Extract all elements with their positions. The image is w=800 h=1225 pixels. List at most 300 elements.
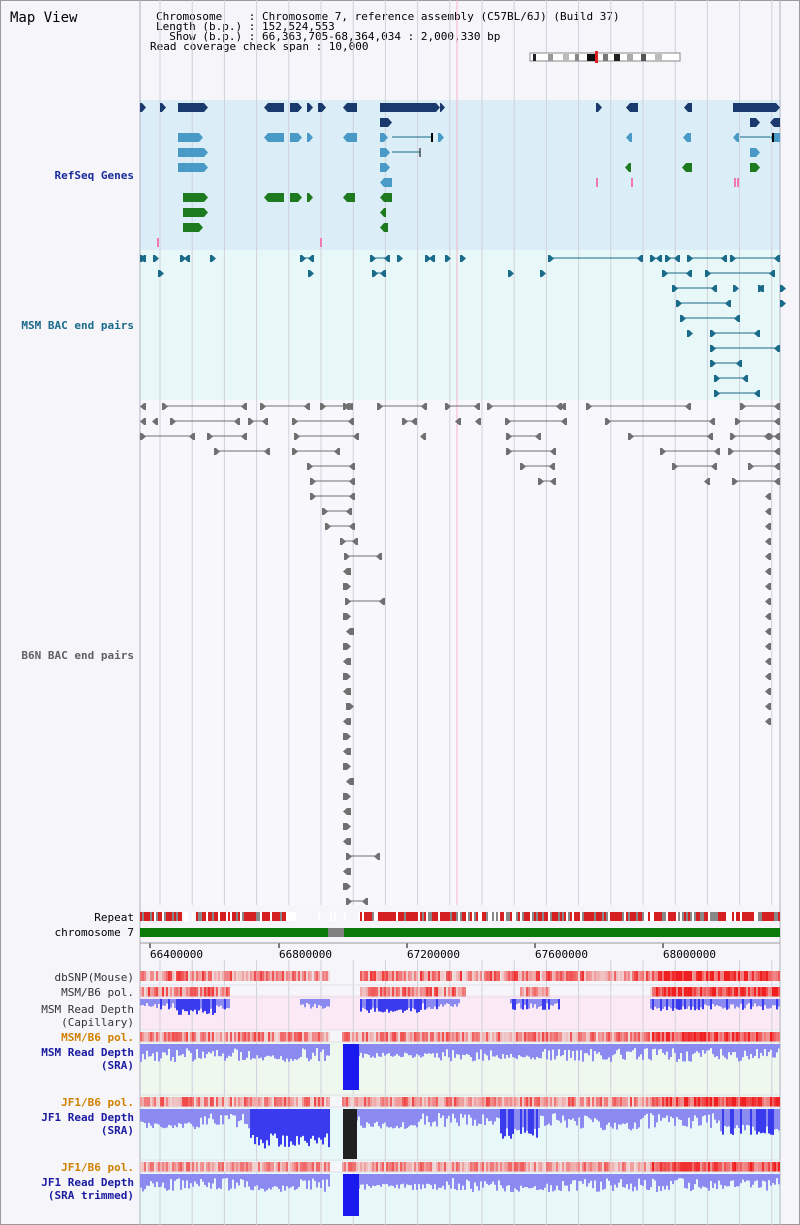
msm-sra-depth-bar (528, 1044, 530, 1057)
jf1-b6-pol-heat (642, 1097, 644, 1107)
jf1-b6-pol-heat (490, 1162, 492, 1172)
repeat-mark (396, 912, 398, 921)
dbsnp-heat (612, 971, 614, 981)
jf1-trimmed-depth-bar (290, 1174, 292, 1187)
jf1-sra-depth-bar (150, 1109, 152, 1126)
jf1-sra-depth-bar (612, 1109, 614, 1129)
dbsnp-heat (434, 971, 436, 981)
jf1-b6-pol-heat (394, 1162, 396, 1172)
jf1-trimmed-depth-bar (452, 1174, 454, 1178)
jf1-trimmed-depth-bar (140, 1174, 142, 1188)
msm-sra-depth-bar (296, 1044, 298, 1060)
jf1-b6-pol-heat (268, 1097, 270, 1107)
jf1-b6-pol-heat (164, 1162, 166, 1172)
jf1-trimmed-depth-bar (526, 1174, 528, 1187)
jf1-b6-pol-heat (740, 1162, 742, 1172)
track-label-refseq[interactable]: RefSeq Genes (54, 169, 134, 182)
jf1-trimmed-depth-bar (368, 1174, 370, 1186)
msm-b6-pol-heat (324, 1032, 326, 1042)
jf1-b6-pol-heat (264, 1097, 266, 1107)
jf1-b6-pol-heat (716, 1097, 718, 1107)
jf1-b6-pol-heat (484, 1162, 486, 1172)
jf1-trimmed-depth-bar (220, 1174, 222, 1189)
dbsnp-heat (370, 971, 372, 981)
jf1-sra-depth-bar (256, 1109, 258, 1137)
repeat-mark (522, 912, 524, 921)
dbsnp-heat (428, 971, 430, 981)
dbsnp-heat (372, 971, 374, 981)
dbsnp-heat (578, 971, 580, 981)
dbsnp-heat (572, 971, 574, 981)
jf1-b6-pol-heat (206, 1097, 208, 1107)
dbsnp-heat (362, 971, 364, 981)
msm-b6-pol-heat (658, 1032, 660, 1042)
msm-b6-pol-heat (480, 1032, 482, 1042)
jf1-b6-pol-heat (460, 1162, 462, 1172)
jf1-sra-depth-bar (484, 1109, 486, 1125)
msm-capillary-depth-bar (152, 999, 154, 1006)
jf1-b6-pol-heat (544, 1097, 546, 1107)
jf1-b6-pol-heat (724, 1162, 726, 1172)
jf1-sra-depth-bar (146, 1109, 148, 1128)
msm-b6-pol-heat (430, 987, 432, 997)
msm-capillary-depth-bar (698, 999, 700, 1010)
msm-capillary-depth-bar (376, 999, 378, 1008)
msm-b6-pol-heat (454, 987, 456, 997)
jf1-b6-pol-heat (736, 1162, 738, 1172)
msm-capillary-depth-bar (752, 999, 754, 1006)
dbsnp-heat (560, 971, 562, 981)
jf1-b6-pol-heat (270, 1162, 272, 1172)
msm-b6-pol-heat (408, 1032, 410, 1042)
jf1-trimmed-depth-bar (450, 1174, 452, 1189)
jf1-b6-pol-heat (456, 1162, 458, 1172)
msm-capillary-depth-bar (662, 999, 664, 1009)
msm-b6-pol-heat (736, 1032, 738, 1042)
msm-b6-pol-heat (212, 987, 214, 997)
dbsnp-heat (652, 971, 654, 981)
jf1-sra-depth-bar (324, 1109, 326, 1137)
dbsnp-heat (512, 971, 514, 981)
jf1-trimmed-depth-bar (524, 1174, 526, 1187)
msm-b6-pol-heat (418, 987, 420, 997)
msm-b6-pol-heat (228, 987, 230, 997)
jf1-b6-pol-heat (392, 1162, 394, 1172)
jf1-trimmed-depth-bar (492, 1174, 494, 1182)
dbsnp-heat (182, 971, 184, 981)
msm-b6-pol-heat (256, 1032, 258, 1042)
dbsnp-heat (436, 971, 438, 981)
jf1-b6-pol-heat (614, 1097, 616, 1107)
jf1-b6-pol-heat (612, 1097, 614, 1107)
dbsnp-heat (594, 971, 596, 981)
repeat-mark (496, 912, 498, 921)
msm-sra-depth-bar (632, 1044, 634, 1050)
repeat-mark (702, 912, 704, 921)
repeat-mark (546, 912, 548, 921)
msm-b6-pol-heat (540, 1032, 542, 1042)
msm-b6-pol-heat (698, 987, 700, 997)
msm-sra-depth-bar (734, 1044, 736, 1052)
repeat-mark (172, 912, 174, 921)
jf1-b6-pol-heat (602, 1097, 604, 1107)
jf1-trimmed-depth-bar (724, 1174, 726, 1186)
jf1-trimmed-depth-bar (418, 1174, 420, 1184)
msm-capillary-depth-bar (190, 999, 192, 1010)
dbsnp-heat (540, 971, 542, 981)
jf1-trimmed-depth-bar (306, 1174, 308, 1189)
jf1-b6-pol-heat (666, 1097, 668, 1107)
repeat-mark (196, 912, 198, 921)
repeat-mark (474, 912, 476, 921)
jf1-sra-depth-bar (588, 1109, 590, 1118)
msm-sra-depth-bar (546, 1044, 548, 1059)
msm-b6-pol-heat (142, 1032, 144, 1042)
msm-sra-depth-bar (606, 1044, 608, 1059)
msm-b6-pol-heat (464, 1032, 466, 1042)
jf1-b6-pol-heat (404, 1162, 406, 1172)
msm-b6-pol-heat (216, 987, 218, 997)
repeat-mark (436, 912, 438, 921)
dbsnp-heat (410, 971, 412, 981)
repeat-mark (230, 912, 232, 921)
msm-sra-depth-bar (578, 1044, 580, 1060)
track-label-msm-bac[interactable]: MSM BAC end pairs (21, 319, 134, 332)
jf1-trimmed-depth-bar (482, 1174, 484, 1188)
jf1-b6-pol-heat (192, 1097, 194, 1107)
repeat-mark (660, 912, 662, 921)
msm-b6-pol-heat (416, 1032, 418, 1042)
msm-sra-depth-bar (646, 1044, 648, 1048)
jf1-trimmed-depth-bar (370, 1174, 372, 1188)
repeat-mark (514, 912, 516, 921)
msm-sra-depth-bar (400, 1044, 402, 1057)
jf1-b6-pol-heat (284, 1162, 286, 1172)
msm-sra-depth-bar (736, 1044, 738, 1058)
msm-b6-pol-heat (398, 1032, 400, 1042)
jf1-trimmed-depth-bar (230, 1174, 232, 1189)
repeat-mark (262, 912, 264, 921)
jf1-trimmed-depth-bar (218, 1174, 220, 1188)
msm-b6-pol-heat (360, 987, 362, 997)
msm-b6-pol-heat (384, 1032, 386, 1042)
jf1-b6-pol-heat (742, 1162, 744, 1172)
repeat-mark (206, 912, 208, 921)
jf1-b6-pol-heat (768, 1162, 770, 1172)
jf1-b6-pol-heat (478, 1097, 480, 1107)
msm-b6-pol-heat (680, 987, 682, 997)
jf1-trimmed-depth-bar (654, 1174, 656, 1180)
jf1-sra-depth-bar (462, 1109, 464, 1118)
jf1-trimmed-depth-bar (470, 1174, 472, 1189)
dbsnp-heat (196, 971, 198, 981)
jf1-b6-pol-heat (326, 1162, 328, 1172)
jf1-sra-depth-bar (702, 1109, 704, 1116)
msm-capillary-depth-bar (778, 999, 780, 1007)
jf1-b6-pol-heat (638, 1162, 640, 1172)
jf1-trimmed-depth-bar (420, 1174, 422, 1189)
msm-b6-pol-heat (392, 1032, 394, 1042)
msm-b6-pol-heat (716, 987, 718, 997)
dbsnp-heat (630, 971, 632, 981)
jf1-b6-pol-heat (464, 1097, 466, 1107)
dbsnp-heat (500, 971, 502, 981)
msm-b6-pol-heat (358, 1032, 360, 1042)
jf1-sra-depth-bar (182, 1109, 184, 1128)
jf1-b6-pol-heat (682, 1097, 684, 1107)
track-label-jf1-read-depth-trimmed: JF1 Read Depth (41, 1176, 134, 1189)
jf1-trimmed-depth-bar (224, 1174, 226, 1178)
msm-sra-depth-bar (682, 1044, 684, 1061)
msm-sra-depth-bar (216, 1044, 218, 1050)
msm-b6-pol-heat (700, 987, 702, 997)
msm-capillary-depth-bar (384, 999, 386, 1012)
repeat-mark (666, 912, 668, 921)
repeat-mark (222, 912, 224, 921)
msm-sra-depth-bar (692, 1044, 694, 1054)
jf1-sra-depth-bar (542, 1109, 544, 1116)
msm-b6-pol-heat (728, 987, 730, 997)
jf1-trimmed-depth-bar (516, 1174, 518, 1190)
msm-b6-pol-heat (602, 1032, 604, 1042)
jf1-b6-pol-heat (408, 1097, 410, 1107)
jf1-b6-pol-heat (738, 1097, 740, 1107)
msm-sra-depth-bar (746, 1044, 748, 1056)
dbsnp-heat (654, 971, 656, 981)
msm-capillary-depth-bar (444, 999, 446, 1005)
dbsnp-heat (692, 971, 694, 981)
jf1-b6-pol-heat (758, 1097, 760, 1107)
repeat-mark (586, 912, 588, 921)
jf1-trimmed-depth-bar (610, 1174, 612, 1185)
jf1-b6-pol-heat (352, 1097, 354, 1107)
jf1-sra-depth-bar (736, 1109, 738, 1125)
repeat-mark (410, 912, 412, 921)
jf1-sra-depth-bar (654, 1109, 656, 1127)
msm-b6-pol-heat (740, 987, 742, 997)
msm-sra-depth-bar (610, 1044, 612, 1062)
dbsnp-heat (662, 971, 664, 981)
msm-b6-pol-heat (760, 1032, 762, 1042)
msm-sra-depth-bar (220, 1044, 222, 1056)
msm-b6-pol-heat (258, 1032, 260, 1042)
repeat-mark (612, 912, 614, 921)
msm-capillary-depth-bar (556, 999, 558, 1003)
msm-capillary-depth-bar (310, 999, 312, 1009)
msm-sra-depth-bar (396, 1044, 398, 1054)
msm-b6-pol-heat (370, 1032, 372, 1042)
repeat-mark (454, 912, 456, 921)
msm-sra-depth-bar (198, 1044, 200, 1058)
jf1-sra-depth-bar (438, 1109, 440, 1113)
jf1-sra-depth-bar (570, 1109, 572, 1120)
repeat-mark (502, 912, 504, 921)
msm-capillary-depth-bar (674, 999, 676, 1008)
msm-b6-pol-heat (274, 1032, 276, 1042)
jf1-trimmed-depth-bar (580, 1174, 582, 1181)
repeat-mark (456, 912, 458, 921)
msm-sra-depth-bar (762, 1044, 764, 1056)
jf1-sra-depth-bar (618, 1109, 620, 1124)
jf1-b6-pol-heat (626, 1162, 628, 1172)
repeat-mark (526, 912, 528, 921)
jf1-sra-depth-bar (262, 1109, 264, 1143)
repeat-mark (442, 912, 444, 921)
dbsnp-heat (442, 971, 444, 981)
msm-b6-pol-heat (360, 1032, 362, 1042)
msm-b6-pol-heat (368, 1032, 370, 1042)
jf1-trimmed-depth-bar (684, 1174, 686, 1188)
jf1-sra-depth-bar (418, 1109, 420, 1122)
jf1-b6-pol-heat (322, 1162, 324, 1172)
jf1-trimmed-depth-bar (366, 1174, 368, 1184)
msm-b6-pol-heat (464, 987, 466, 997)
track-label-b6n-bac[interactable]: B6N BAC end pairs (21, 649, 134, 662)
jf1-b6-pol-heat (584, 1162, 586, 1172)
jf1-b6-pol-heat (728, 1162, 730, 1172)
jf1-sra-depth-bar (578, 1109, 580, 1117)
msm-b6-pol-heat (426, 1032, 428, 1042)
repeat-mark (480, 912, 482, 921)
jf1-b6-pol-heat (498, 1097, 500, 1107)
jf1-trimmed-depth-bar (758, 1174, 760, 1188)
msm-b6-pol-heat (172, 987, 174, 997)
msm-sra-depth-bar (226, 1044, 228, 1058)
dbsnp-heat (574, 971, 576, 981)
jf1-b6-pol-heat (688, 1097, 690, 1107)
msm-sra-depth-bar (540, 1044, 542, 1058)
jf1-b6-pol-heat (772, 1162, 774, 1172)
jf1-sra-depth-bar (292, 1109, 294, 1145)
msm-sra-depth-bar (550, 1044, 552, 1060)
repeat-mark (744, 912, 746, 921)
msm-sra-depth-bar (620, 1044, 622, 1055)
repeat-mark (460, 912, 462, 921)
dbsnp-heat (546, 971, 548, 981)
dbsnp-heat (618, 971, 620, 981)
jf1-b6-pol-heat (316, 1097, 318, 1107)
msm-b6-pol-heat (750, 1032, 752, 1042)
track-label-jf1-read-depth-sra-sub: (SRA) (100, 1124, 134, 1137)
repeat-mark (198, 912, 200, 921)
msm-b6-pol-heat (698, 1032, 700, 1042)
jf1-trimmed-depth-bar (602, 1174, 604, 1190)
jf1-sra-depth-bar (494, 1109, 496, 1121)
jf1-trimmed-depth-bar (616, 1174, 618, 1188)
msm-b6-pol-heat (532, 1032, 534, 1042)
msm-sra-depth-bar (170, 1044, 172, 1061)
jf1-sra-depth-bar (682, 1109, 684, 1126)
jf1-sra-depth-bar (224, 1109, 226, 1115)
msm-b6-pol-heat (650, 1032, 652, 1042)
msm-b6-pol-heat (626, 1032, 628, 1042)
msm-sra-depth-bar (718, 1044, 720, 1059)
msm-b6-pol-heat (748, 1032, 750, 1042)
jf1-b6-pol-heat (706, 1162, 708, 1172)
repeat-mark (438, 912, 440, 921)
ideogram-band (548, 54, 553, 61)
repeat-mark (728, 912, 730, 921)
jf1-sra-depth-bar (406, 1109, 408, 1128)
msm-b6-pol-heat (350, 1032, 352, 1042)
msm-sra-depth-bar (250, 1044, 252, 1060)
jf1-sra-depth-bar (684, 1109, 686, 1126)
jf1-b6-pol-heat (690, 1162, 692, 1172)
msm-b6-pol-heat (618, 1032, 620, 1042)
msm-sra-depth-bar (680, 1044, 682, 1053)
jf1-sra-depth-bar (460, 1109, 462, 1114)
msm-capillary-depth-bar (142, 999, 144, 1005)
jf1-b6-pol-heat (374, 1097, 376, 1107)
jf1-b6-pol-heat (730, 1097, 732, 1107)
msm-b6-pol-heat (404, 987, 406, 997)
jf1-b6-pol-heat (268, 1162, 270, 1172)
msm-capillary-depth-bar (534, 999, 536, 1004)
jf1-b6-pol-heat (218, 1097, 220, 1107)
dbsnp-heat (422, 971, 424, 981)
dbsnp-heat (382, 971, 384, 981)
length-info: Length (b.p.) : 152,524,553 (156, 20, 335, 33)
jf1-sra-depth-bar (564, 1109, 566, 1121)
dbsnp-heat (158, 971, 160, 981)
msm-capillary-depth-bar (322, 999, 324, 1009)
msm-sra-depth-bar (756, 1044, 758, 1049)
jf1-sra-depth-bar (674, 1109, 676, 1126)
repeat-mark (278, 912, 280, 921)
msm-sra-depth-bar (302, 1044, 304, 1048)
msm-sra-depth-bar (416, 1044, 418, 1054)
msm-b6-pol-heat (686, 1032, 688, 1042)
repeat-mark (506, 912, 508, 921)
msm-b6-pol-heat (162, 987, 164, 997)
repeat-mark (706, 912, 708, 921)
jf1-sra-depth-bar (266, 1109, 268, 1140)
jf1-sra-depth-bar (772, 1109, 774, 1135)
jf1-sra-depth-bar (264, 1109, 266, 1148)
jf1-b6-pol-heat (646, 1097, 648, 1107)
dbsnp-heat (534, 971, 536, 981)
jf1-trimmed-depth-bar (636, 1174, 638, 1190)
msm-b6-pol-heat (392, 987, 394, 997)
jf1-sra-depth-bar (322, 1109, 324, 1144)
repeat-mark (554, 912, 556, 921)
dbsnp-heat (584, 971, 586, 981)
msm-b6-pol-heat (362, 1032, 364, 1042)
jf1-b6-pol-heat (552, 1097, 554, 1107)
msm-capillary-depth-bar (772, 999, 774, 1005)
jf1-trimmed-depth-bar (298, 1174, 300, 1187)
msm-sra-depth-bar (204, 1044, 206, 1058)
refseq-gene (264, 133, 284, 142)
jf1-sra-depth-bar (476, 1109, 478, 1126)
msm-b6-pol-heat (470, 1032, 472, 1042)
jf1-sra-depth-bar (614, 1109, 616, 1123)
msm-b6-pol-heat (718, 987, 720, 997)
jf1-sra-depth-bar (302, 1109, 304, 1136)
repeat-mark (736, 912, 738, 921)
jf1-b6-pol-heat (702, 1162, 704, 1172)
dbsnp-heat (302, 971, 304, 981)
msm-b6-pol-heat (182, 1032, 184, 1042)
ideogram-band (603, 54, 608, 61)
jf1-sra-depth-bar (234, 1109, 236, 1116)
repeat-mark (636, 912, 638, 921)
msm-sra-depth-bar (696, 1044, 698, 1051)
jf1-sra-depth-bar (260, 1109, 262, 1140)
repeat-mark (440, 912, 442, 921)
jf1-b6-pol-heat (440, 1162, 442, 1172)
msm-b6-pol-heat (450, 987, 452, 997)
